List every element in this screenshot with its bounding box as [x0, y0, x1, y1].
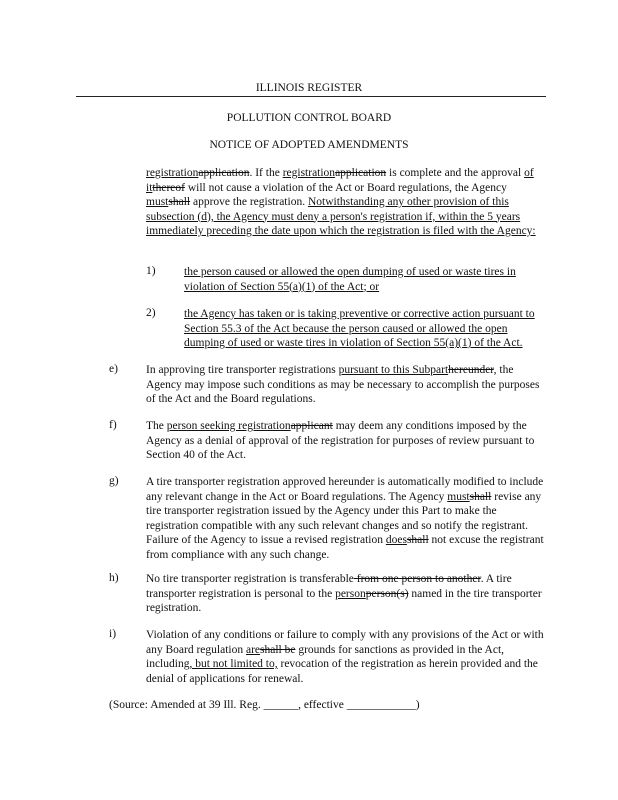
paragraph-i-label: i) [109, 628, 117, 640]
inserted-text: the person caused or allowed the open dumping of used or waste tires in violation of Section 55(a)(1) of the Act; or [184, 266, 516, 293]
inserted-text: person [335, 587, 366, 600]
paragraph-e-text [146, 363, 546, 407]
deleted-text: person(s) [365, 587, 409, 600]
text-run: No tire transporter registration is transferable [146, 573, 354, 585]
deleted-text: shall [406, 534, 429, 546]
inserted-text: , but not limited to, [189, 658, 278, 670]
text-run: may deem any conditions imposed by the Agency as a denial of approval of the registration for purposes of review pursuant to Section 40 of the Act. [146, 420, 535, 461]
inserted-text: Notwithstanding any other provision of this subsection (d), the Agency must deny a person's registration if, within the 5 years immediately preceding the date upon which the registration is filed with the Agency: [146, 196, 536, 237]
text-run: is complete and the approval [386, 167, 525, 179]
subsection-2-text [184, 307, 546, 351]
text-run: named in the tire transporter registration. [146, 587, 542, 614]
deleted-text: from one person to another [353, 573, 481, 585]
text-run: . A tire transporter registration is personal to the [146, 573, 512, 600]
deleted-text: application [335, 167, 387, 179]
source-note: (Source: Amended at 39 Ill. Reg. ______, effective ____________) [109, 699, 420, 711]
text-run: will not cause a violation of the Act or Board regulations, the Agency [184, 181, 507, 194]
paragraph-h-label: h) [109, 572, 119, 584]
text-run: The [146, 420, 167, 432]
text-run: revocation of the registration as herein provided and the denial of applications for renewal. [146, 658, 538, 685]
subsection-1-label: 1) [146, 265, 156, 277]
inserted-text: pursuant to this Subpart [338, 364, 449, 376]
text-run: Violation of any conditions or failure to comply with any provisions of the Act or with any Board regulation [146, 629, 544, 656]
deleted-text: shall be [260, 643, 296, 656]
text-run: In approving tire transporter registrations [146, 364, 339, 376]
register-header: ILLINOIS REGISTER [255, 82, 363, 94]
text-run: not excuse the registrant from compliance with any such change. [146, 534, 544, 561]
text-run: A tire transporter registration approved hereunder is automatically modified to include any relevant change in the Act or Board regulations. The Agency [146, 476, 544, 503]
inserted-text: registration [282, 167, 336, 179]
paragraph-g-label: g) [109, 475, 119, 487]
subsection-1-text [184, 265, 546, 294]
paragraph-f-label: f) [109, 419, 117, 431]
paragraph-g-text [146, 475, 546, 562]
deleted-text: hereunder [448, 364, 494, 376]
text-run: grounds for sanctions as provided in the Act, including [146, 643, 505, 670]
deleted-text: application [198, 167, 250, 179]
inserted-text: person seeking registration [166, 420, 291, 432]
text-run: , the Agency may impose such conditions as may be necessary to accomplish the purposes of the Act and the Board regulations. [146, 364, 540, 405]
deleted-text: thereof [152, 181, 185, 194]
paragraph-h-text [146, 572, 546, 616]
deleted-text: applicant [290, 420, 333, 432]
notice-title: NOTICE OF ADOPTED AMENDMENTS [209, 139, 409, 151]
inserted-text: does [385, 534, 407, 546]
inserted-text: must [146, 196, 169, 208]
paragraph-f-text [146, 419, 546, 463]
text-run: revise any tire transporter registration issued by the Agency under this Part to make the registration compatible with any such relevant changes and so notify the registrant. Failure of the Agency to issue a revised registration [146, 490, 542, 546]
deleted-text: shall [168, 196, 191, 208]
text-run: . If the [249, 167, 283, 179]
intro-paragraph [146, 166, 546, 239]
board-title: POLLUTION CONTROL BOARD [226, 112, 392, 124]
text-run: approve the registration. [190, 196, 308, 208]
inserted-text: registration [146, 167, 199, 179]
deleted-text: shall [469, 490, 492, 503]
header-rule [76, 96, 546, 97]
paragraph-e-label: e) [109, 363, 118, 375]
subsection-2-label: 2) [146, 307, 156, 319]
inserted-text: are [245, 643, 261, 656]
inserted-text: the Agency has taken or is taking preventive or corrective action pursuant to Section 55.3 of the Act because the person caused or allowed the open dumping of used or waste tires in violation of Section 55(a)(1) of the Act. [184, 308, 535, 349]
paragraph-i-text [146, 628, 546, 686]
inserted-text: must [447, 490, 470, 503]
inserted-text: of it [146, 167, 534, 194]
